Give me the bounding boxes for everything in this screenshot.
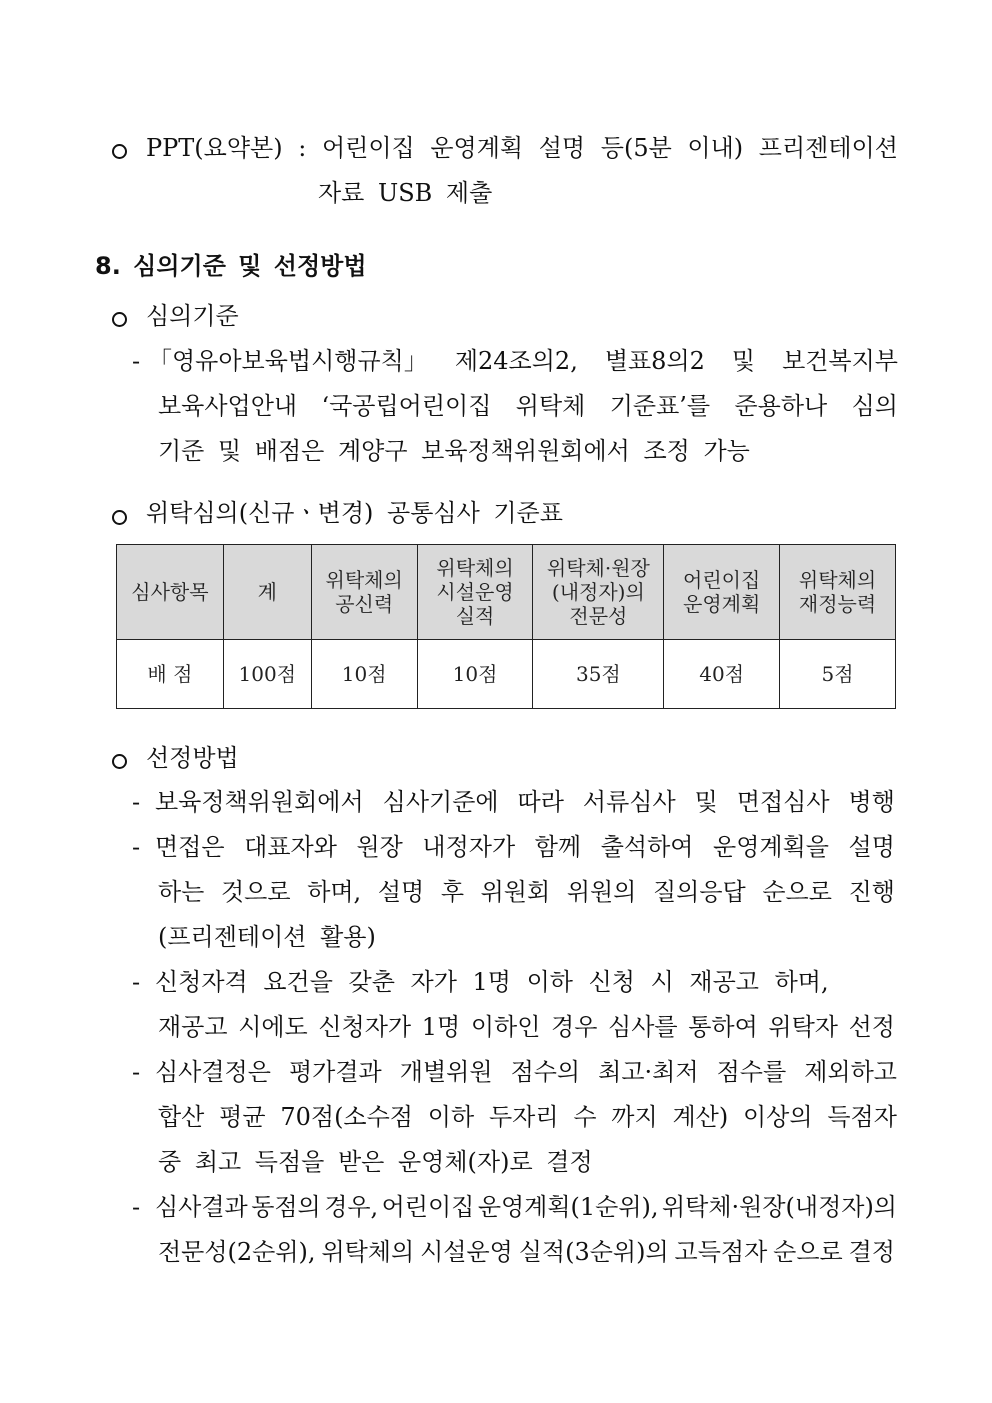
text-word: 동점의 — [251, 1193, 321, 1221]
header-cell-line: 계 — [257, 580, 277, 604]
text-word: 합산 — [158, 1103, 205, 1131]
text-word: : — [298, 134, 307, 162]
score-cell: 35점 — [533, 640, 664, 709]
text-word: ‘국공립어린이집 — [321, 392, 492, 420]
text-word: 까지 — [611, 1103, 658, 1131]
score-cell: 100점 — [223, 640, 311, 709]
text-word: 선정 — [848, 1013, 895, 1041]
text-word: 위원회 — [480, 878, 551, 906]
text-word: 제외하고 — [804, 1058, 897, 1086]
text-word: 병행 — [848, 788, 895, 816]
text-word: 수 — [573, 1103, 597, 1131]
text-word: 제24조의2, — [454, 347, 578, 375]
criteria-title: 심의기준 — [146, 302, 239, 330]
text-word: 보육사업안내 — [158, 392, 298, 420]
section-heading: 8. 심의기준 및 선정방법 — [95, 252, 367, 280]
text-word: 등(5분 — [600, 134, 672, 162]
header-cell-total — [223, 545, 311, 640]
text-word: 위원의 — [566, 878, 637, 906]
text-word: 득점자 — [827, 1103, 897, 1131]
text-word: 전문성(2순위), — [158, 1238, 316, 1266]
text-word: 질의응답 — [653, 878, 746, 906]
selection-item-2-line-1 — [155, 832, 895, 862]
criteria-line-1 — [148, 346, 898, 376]
text-word: 실적(3순위)의 — [518, 1238, 669, 1266]
text-word: 준용하나 — [734, 392, 828, 420]
dash-marker: - — [132, 833, 141, 861]
header-cell-line: 실적 — [455, 604, 495, 628]
header-cell-line: 위탁체의 — [436, 556, 514, 580]
text-word: 출석하여 — [600, 833, 694, 861]
selection-item-5-line-2 — [158, 1237, 895, 1267]
text-word: 설명 — [848, 833, 895, 861]
table-bullet — [112, 502, 127, 532]
criteria-line-2 — [158, 391, 898, 421]
text-word: 심사를 — [608, 1013, 678, 1041]
selection-item-4-line-3: 중 최고 득점을 받은 운영체(자)로 결정 — [158, 1148, 593, 1176]
criteria-bullet — [112, 304, 127, 334]
criteria-table — [116, 544, 896, 709]
text-word: 따라 — [517, 788, 564, 816]
text-word: 계산) — [672, 1103, 729, 1131]
score-cell: 10점 — [417, 640, 533, 709]
score-cell: 배 점 — [117, 640, 224, 709]
dash-marker: - — [132, 788, 141, 816]
text-word: 별표8의2 — [604, 347, 705, 375]
text-word: 원장 — [356, 833, 403, 861]
header-cell-line: 심사항목 — [131, 580, 209, 604]
dash-marker: - — [132, 968, 141, 996]
header-cell-finance — [780, 545, 896, 640]
text-word: PPT(요약본) — [146, 134, 283, 162]
text-word: 두자리 — [488, 1103, 559, 1131]
text-word: 서류심사 — [582, 788, 676, 816]
text-word: 및 — [694, 788, 718, 816]
header-cell-line: 시설운영 — [436, 580, 514, 604]
header-cell-line: 어린이집 — [683, 568, 761, 592]
text-word: 하는 — [158, 878, 205, 906]
text-word: 어린이집 — [321, 134, 415, 162]
selection-item-5-line-1 — [155, 1192, 897, 1222]
text-word: 순으로 — [773, 1238, 843, 1266]
header-cell-line: 전문성 — [569, 604, 628, 628]
text-word: 후 — [440, 878, 464, 906]
ppt-line-1 — [146, 133, 898, 163]
text-word: 신청자가 — [318, 1013, 412, 1041]
text-word: 내정자가 — [422, 833, 516, 861]
text-word: 점수를 — [716, 1058, 787, 1086]
text-word: 및 — [731, 347, 756, 375]
text-word: 점수의 — [510, 1058, 581, 1086]
text-word: 심사기준에 — [382, 788, 499, 816]
selection-title: 선정방법 — [146, 744, 239, 772]
table-header-row — [117, 545, 896, 640]
text-word: 재공고 — [158, 1013, 228, 1041]
score-cell: 40점 — [664, 640, 780, 709]
text-word: 위탁체 — [515, 392, 586, 420]
selection-item-1 — [155, 787, 895, 817]
header-cell-credibility — [311, 545, 417, 640]
text-word: 심사결과 — [155, 1193, 248, 1221]
header-cell-plan — [664, 545, 780, 640]
text-word: 이하 — [427, 1103, 475, 1131]
text-word: 평균 — [219, 1103, 266, 1131]
text-word: 보건복지부 — [782, 347, 898, 375]
text-word: 위탁체의 — [321, 1238, 415, 1266]
circle-bullet-icon — [112, 510, 127, 525]
selection-item-2-line-2 — [158, 877, 895, 907]
circle-bullet-icon — [112, 144, 127, 159]
header-cell-item — [117, 545, 224, 640]
ppt-line-2: 자료 USB 제출 — [318, 179, 493, 207]
text-word: 최고·최저 — [598, 1058, 699, 1086]
text-word: 대표자와 — [244, 833, 337, 861]
text-word: 어린이집 — [381, 1193, 475, 1221]
dash-marker: - — [132, 347, 141, 375]
text-word: 진행 — [848, 878, 895, 906]
selection-item-3-line-2 — [158, 1012, 895, 1042]
score-cell: 5점 — [780, 640, 896, 709]
text-word: 위탁체·원장(내정자)의 — [661, 1193, 897, 1221]
text-word: 위탁자 — [768, 1013, 838, 1041]
header-cell-line: 위탁체의 — [325, 568, 403, 592]
text-word: 시설운영 — [420, 1238, 513, 1266]
header-cell-performance — [417, 545, 533, 640]
ppt-bullet — [112, 136, 127, 166]
header-cell-line: 위탁체·원장 — [546, 556, 650, 580]
text-word: 기준표’를 — [609, 392, 711, 420]
text-word: 운영계획을 — [713, 833, 829, 861]
text-word: 1명 — [421, 1013, 461, 1041]
text-word: 이상의 — [743, 1103, 813, 1131]
text-word: 평가결과 — [288, 1058, 382, 1086]
header-cell-line: (내정자)의 — [551, 580, 645, 604]
text-word: 이내) — [687, 134, 744, 162]
table-title: 위탁심의(신규ㆍ변경) 공통심사 기준표 — [146, 499, 563, 527]
header-cell-line: 위탁체의 — [798, 568, 877, 592]
text-word: 운영계획 — [430, 134, 524, 162]
text-word: 하며, — [307, 878, 362, 906]
selection-item-3-line-1: 신청자격 요건을 갖춘 자가 1명 이하 신청 시 재공고 하며, — [155, 968, 829, 996]
text-word: 설명 — [538, 134, 586, 162]
text-word: 경우, — [324, 1193, 379, 1221]
text-word: 면접은 — [155, 833, 225, 861]
table-row — [117, 640, 896, 709]
dash-marker: - — [132, 1193, 141, 1221]
text-word: 심의 — [851, 392, 898, 420]
text-word: 운영계획(1순위), — [477, 1193, 659, 1221]
header-cell-expertise — [533, 545, 664, 640]
text-word: 경우 — [551, 1013, 598, 1041]
text-word: 통하여 — [688, 1013, 758, 1041]
text-word: 보육정책위원회에서 — [155, 788, 364, 816]
selection-item-4-line-2 — [158, 1102, 897, 1132]
text-word: 이하인 — [470, 1013, 541, 1041]
header-cell-line: 공신력 — [335, 592, 394, 616]
dash-marker: - — [132, 1058, 141, 1086]
selection-item-2-line-3: (프리젠테이션 활용) — [158, 923, 376, 951]
text-word: 설명 — [377, 878, 425, 906]
text-word: 결정 — [848, 1238, 895, 1266]
circle-bullet-icon — [112, 312, 127, 327]
text-word: 것으로 — [221, 878, 291, 906]
header-cell-line: 운영계획 — [683, 592, 761, 616]
text-word: 심사결정은 — [155, 1058, 271, 1086]
text-word: 시에도 — [238, 1013, 308, 1041]
text-word: 함께 — [534, 833, 582, 861]
text-word: 프리젠테이션 — [758, 134, 898, 162]
text-word: 개별위원 — [399, 1058, 493, 1086]
score-cell: 10점 — [311, 640, 417, 709]
header-cell-line: 재정능력 — [798, 592, 877, 616]
criteria-line-3: 기준 및 배점은 계양구 보육정책위원회에서 조정 가능 — [158, 437, 750, 465]
text-word: 「영유아보육법시행규칙」 — [148, 347, 428, 375]
selection-bullet — [112, 746, 127, 776]
text-word: 70점(소수점 — [280, 1103, 413, 1131]
text-word: 고득점자 — [674, 1238, 768, 1266]
circle-bullet-icon — [112, 754, 127, 769]
text-word: 순으로 — [762, 878, 832, 906]
selection-item-4-line-1 — [155, 1057, 897, 1087]
text-word: 면접심사 — [736, 788, 830, 816]
